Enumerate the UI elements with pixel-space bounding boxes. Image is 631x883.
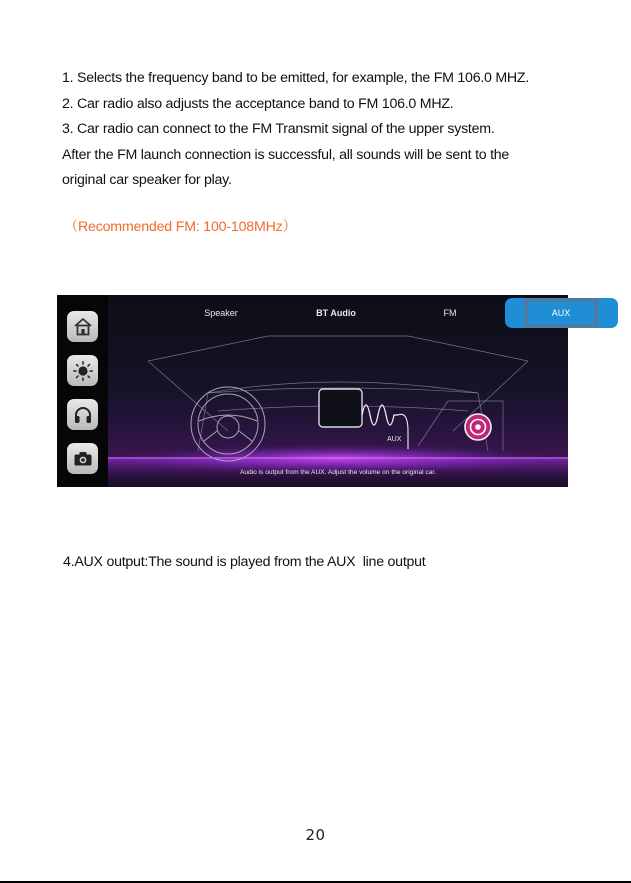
tab-aux-label: AUX [525, 299, 597, 327]
step-note-line-1: After the FM launch connection is successful, all sounds will be sent to the [62, 146, 510, 163]
head-unit-screenshot [57, 295, 571, 487]
headphones-button[interactable] [67, 399, 98, 430]
step-note-line-2: original car speaker for play. [62, 172, 232, 188]
camera-icon [72, 448, 94, 470]
recommended-fm-note: （Recommended FM: 100-108MHz） [64, 219, 297, 235]
step-2: 2. Car radio also adjusts the acceptance band to FM 106.0 MHZ. [62, 95, 454, 112]
step-3: 3. Car radio can connect to the FM Transmit signal of the upper system. [62, 121, 495, 137]
car-dashboard-illustration [108, 331, 568, 487]
camera-button[interactable] [67, 443, 98, 474]
instruction-steps [62, 66, 622, 194]
screen-caption: Audio is output from the AUX. Adjust the volume on the original car. [239, 469, 437, 476]
sidebar [57, 295, 108, 487]
audio-output-tabs [108, 295, 571, 331]
tab-fm[interactable]: FM [443, 308, 457, 318]
home-button[interactable] [67, 311, 98, 342]
tab-speaker[interactable]: Speaker [204, 308, 238, 318]
aux-jack-label: AUX [387, 436, 402, 443]
tab-aux[interactable] [505, 298, 618, 328]
page-number: 20 [305, 826, 326, 844]
home-icon [72, 316, 94, 338]
headphones-icon [72, 404, 94, 426]
step-4-aux-output: 4.AUX output:The sound is played from the AUX line output [63, 554, 426, 570]
tab-bt-audio[interactable]: BT Audio [316, 308, 356, 318]
step-1: 1. Selects the frequency band to be emitted, for example, the FM 106.0 MHZ. [62, 70, 530, 86]
brightness-icon [72, 360, 94, 382]
brightness-button[interactable] [67, 355, 98, 386]
